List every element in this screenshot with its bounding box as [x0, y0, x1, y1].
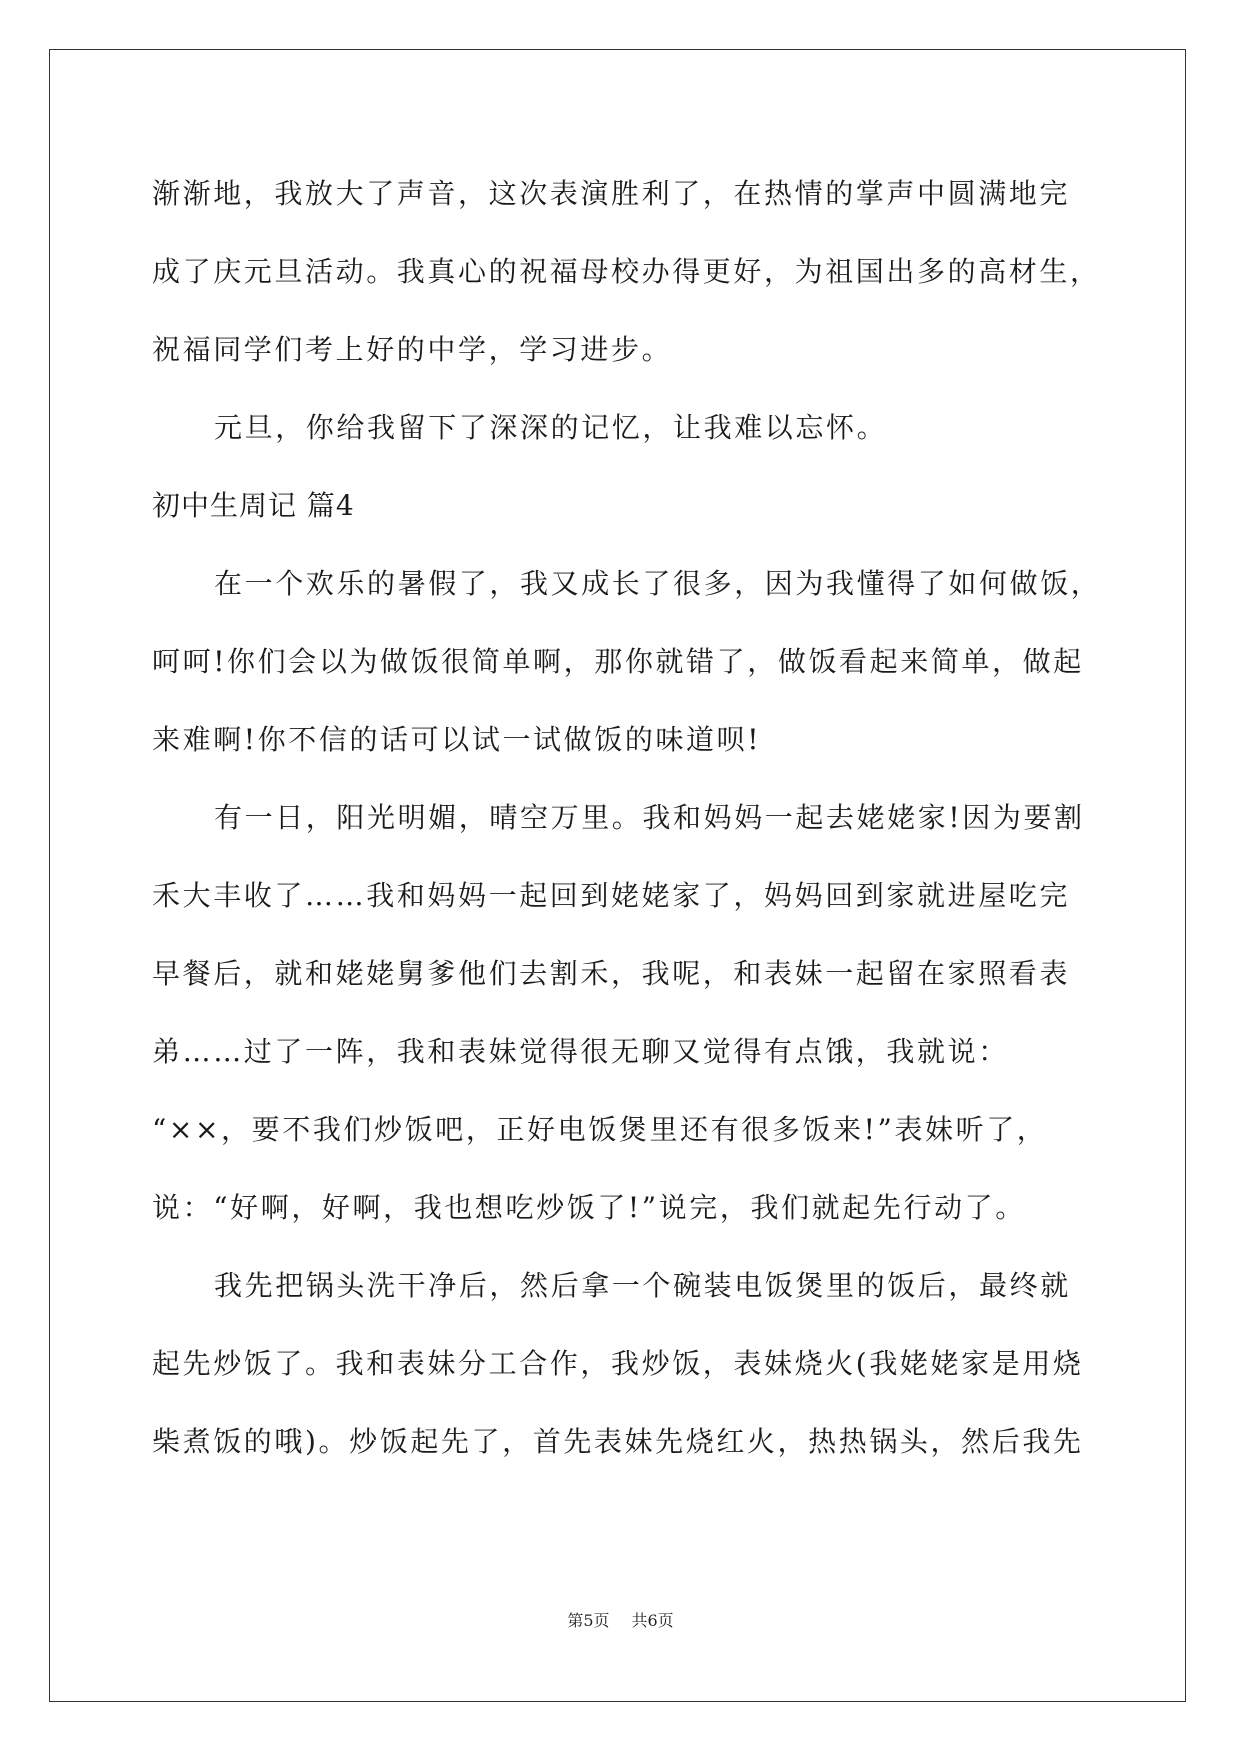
- text-line-12: 弟……过了一阵，我和表妹觉得很无聊又觉得有点饿，我就说：: [152, 1035, 1009, 1068]
- page-footer: [0, 1608, 1241, 1631]
- text-line-10: 禾大丰收了……我和妈妈一起回到姥姥家了，妈妈回到家就进屋吃完: [152, 879, 1071, 912]
- text-line-2: 成了庆元旦活动。我真心的祝福母校办得更好，为祖国出多的高材生，: [152, 255, 1101, 288]
- text-line-14: 说：“好啊，好啊，我也想吃炒饭了!”说完，我们就起先行动了。: [152, 1191, 1026, 1224]
- section-heading: 初中生周记 篇4: [152, 489, 355, 522]
- text-line-9: 有一日，阳光明媚，晴空万里。我和妈妈一起去姥姥家!因为要割: [214, 801, 1085, 834]
- text-line-1: 渐渐地，我放大了声音，这次表演胜利了，在热情的掌声中圆满地完: [152, 177, 1071, 210]
- text-line-3: 祝福同学们考上好的中学，学习进步。: [152, 333, 673, 366]
- page-total: 共6页: [631, 1611, 674, 1630]
- text-line-4: 元旦，你给我留下了深深的记忆，让我难以忘怀。: [214, 411, 888, 444]
- text-line-6: 在一个欢乐的暑假了，我又成长了很多，因为我懂得了如何做饭，: [214, 567, 1102, 600]
- text-line-13: “××，要不我们炒饭吧，正好电饭煲里还有很多饭来!”表妹听了，: [152, 1113, 1048, 1146]
- page-number: 第5页: [567, 1611, 610, 1630]
- document-body: [152, 155, 1102, 1481]
- text-line-7: 呵呵!你们会以为做饭很简单啊，那你就错了，做饭看起来简单，做起: [152, 645, 1084, 678]
- text-line-15: 我先把锅头洗干净后，然后拿一个碗装电饭煲里的饭后，最终就: [214, 1269, 1071, 1302]
- text-line-16: 起先炒饭了。我和表妹分工合作，我炒饭，表妹烧火(我姥姥家是用烧: [152, 1347, 1084, 1380]
- text-line-8: 来难啊!你不信的话可以试一试做饭的味道呗!: [152, 723, 762, 756]
- text-line-11: 早餐后，就和姥姥舅爹他们去割禾，我呢，和表妹一起留在家照看表: [152, 957, 1071, 990]
- text-line-17: 柴煮饭的哦)。炒饭起先了，首先表妹先烧红火，热热锅头，然后我先: [152, 1425, 1084, 1458]
